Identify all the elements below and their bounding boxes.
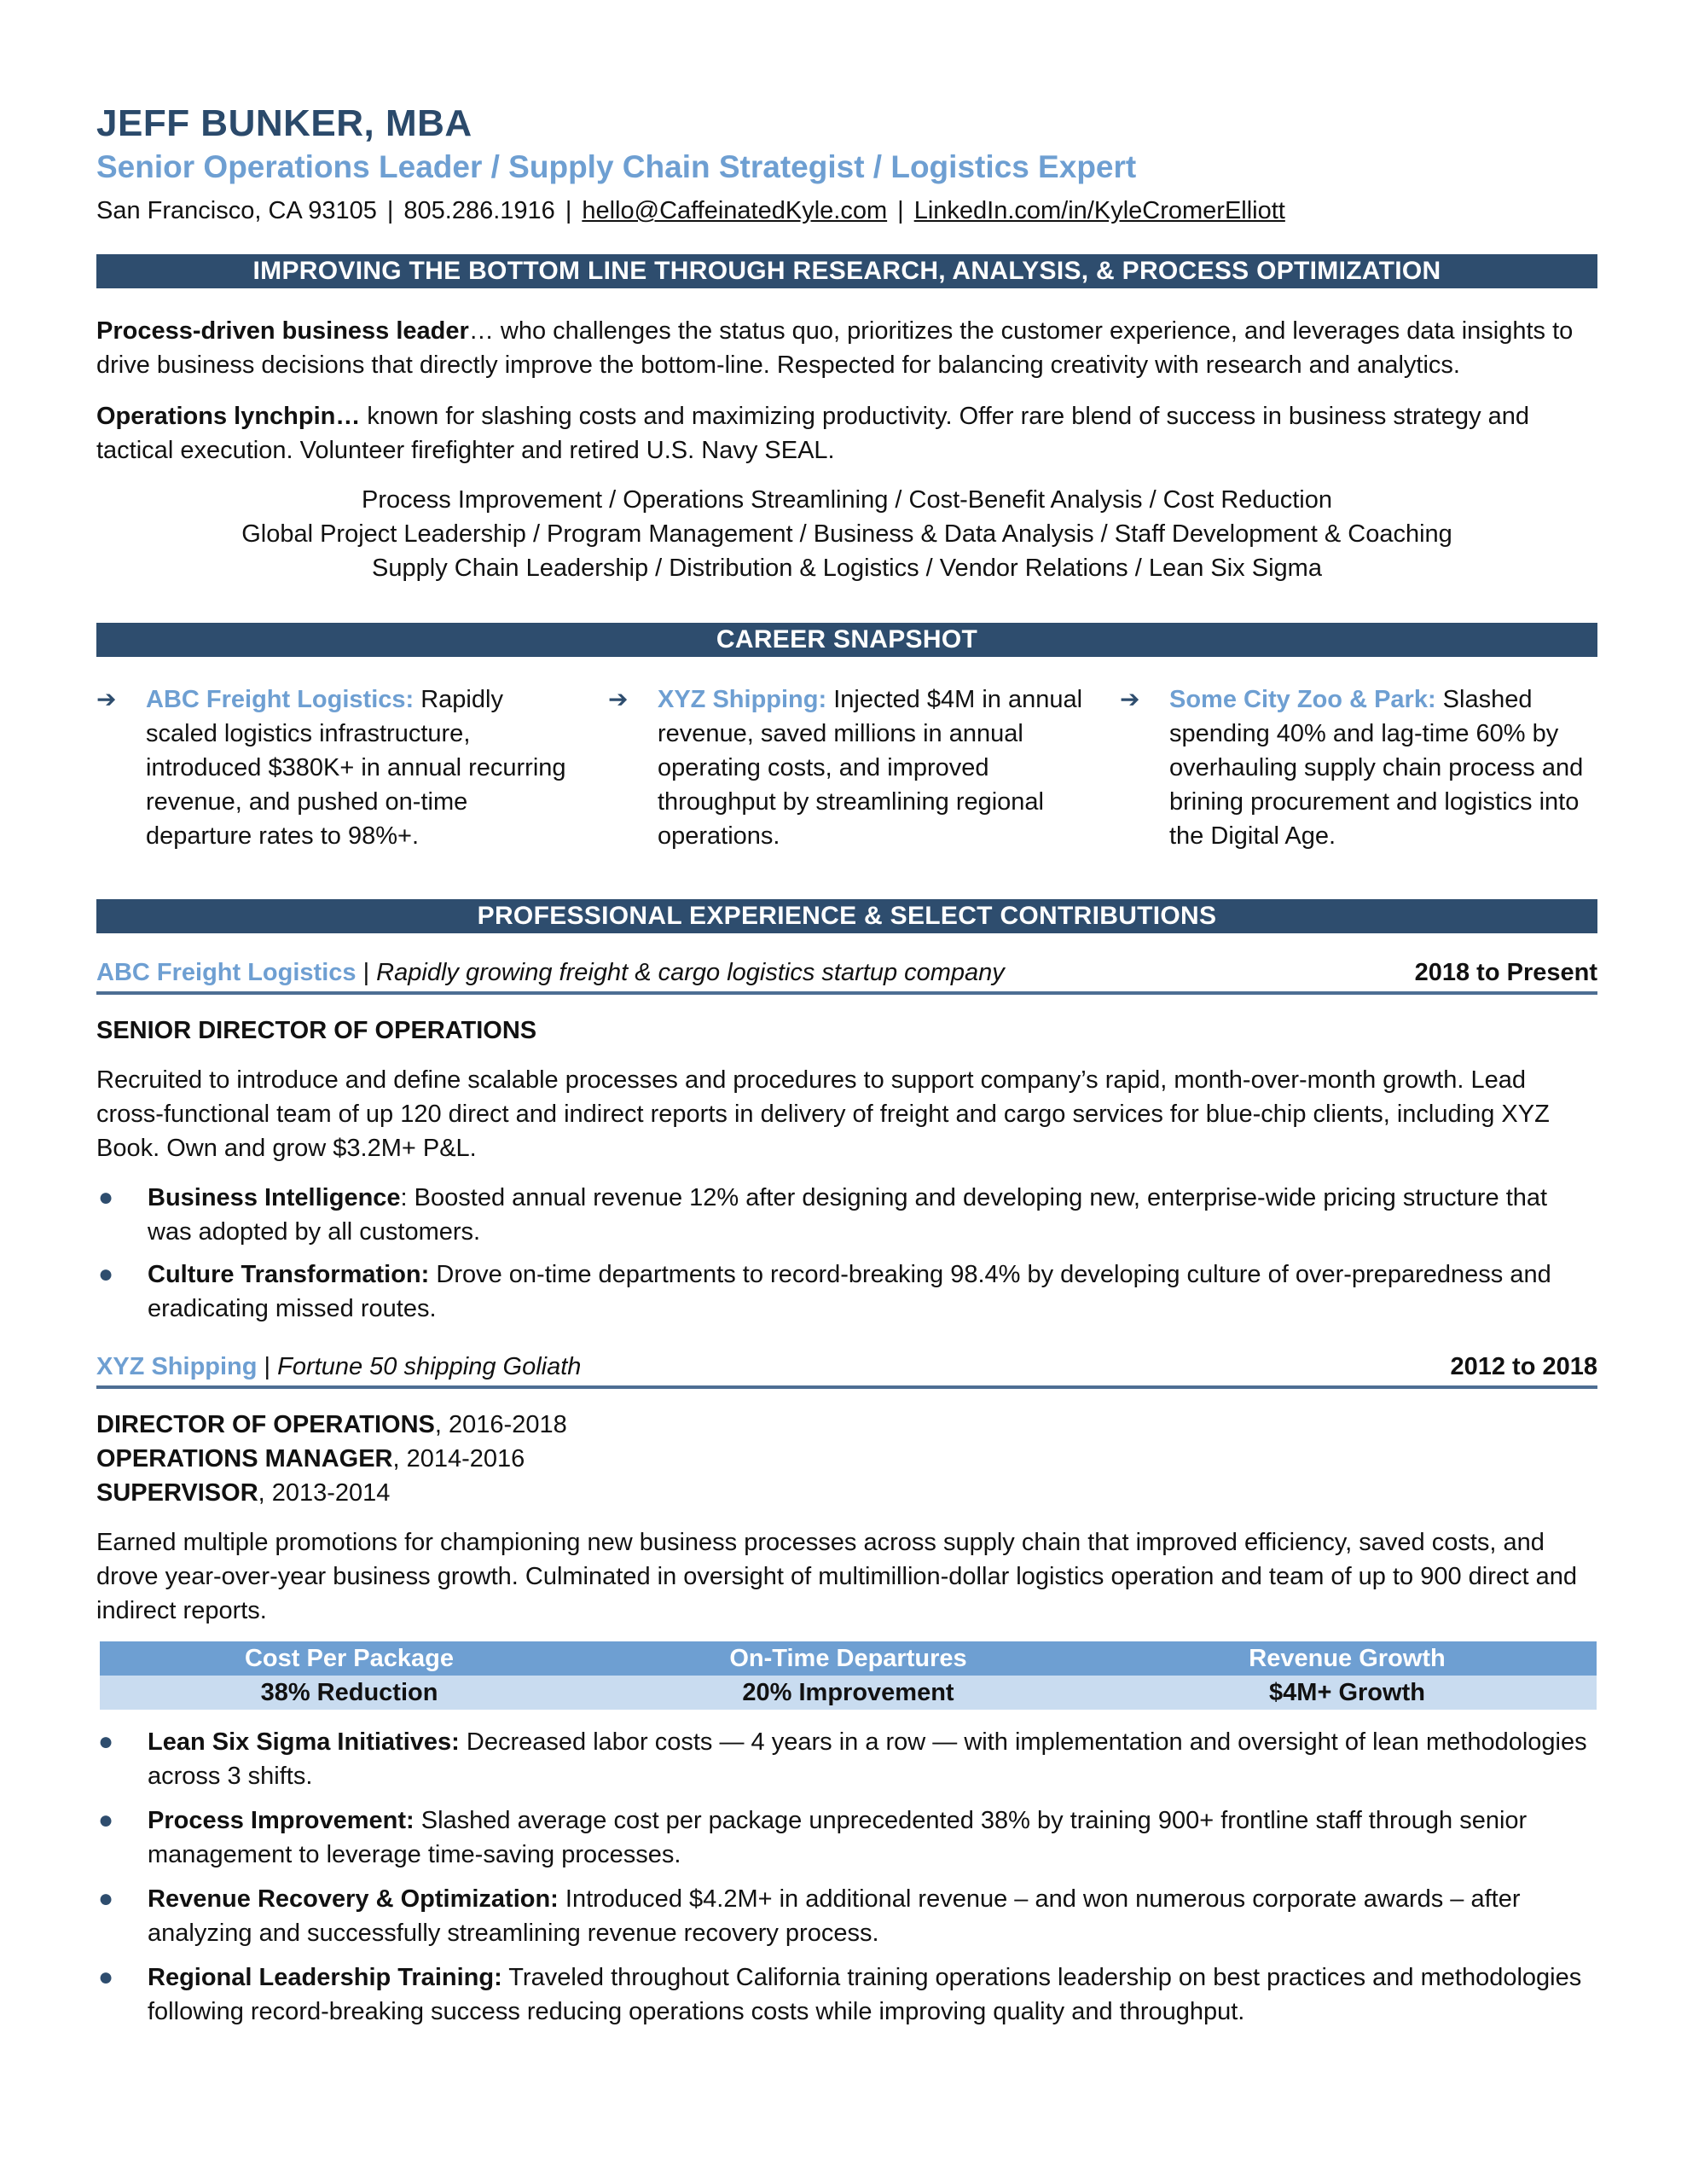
bullet-icon: ● xyxy=(98,1885,114,1913)
candidate-name: JEFF BUNKER, MBA xyxy=(96,102,472,144)
separator: | xyxy=(897,197,904,224)
bullet-item xyxy=(96,1804,1597,1872)
snapshot-heading-bar: CAREER SNAPSHOT xyxy=(96,623,1597,657)
experience-heading-bar: PROFESSIONAL EXPERIENCE & SELECT CONTRIBUTIONS xyxy=(96,899,1597,933)
bullet-text: Slashed average cost per package unprecedented 38% by training 900+ frontline staff through senior management to leverage time-saving processes. xyxy=(148,1807,1528,1868)
snapshot-text: Injected $4M in annual revenue, saved millions in annual operating costs, and improved throughput by streamlining regional operations. xyxy=(658,686,1083,850)
arrow-right-icon: ➔ xyxy=(1120,686,1140,712)
snapshot-item xyxy=(608,682,1086,853)
separator: | xyxy=(356,959,377,986)
arrow-right-icon: ➔ xyxy=(608,686,629,712)
bullet-icon: ● xyxy=(98,1963,114,1991)
summary-heading-bar: IMPROVING THE BOTTOM LINE THROUGH RESEARCH, ANALYSIS, & PROCESS OPTIMIZATION xyxy=(96,254,1597,288)
job-company: XYZ Shipping xyxy=(96,1353,258,1380)
snapshot-text: Rapidly scaled logistics infrastructure, introduced $380K+ in annual recurring revenue, and pushed on-time departure rates to 98%+. xyxy=(146,686,566,850)
location: San Francisco, CA 93105 xyxy=(96,197,377,224)
phone: 805.286.1916 xyxy=(403,197,555,224)
bullet-item xyxy=(96,1258,1597,1326)
skills-block xyxy=(96,483,1597,585)
bullet-text: : Boosted annual revenue 12% after designing and developing new, enterprise-wide pricing structure that was adopted by all customers. xyxy=(148,1184,1548,1246)
email-link[interactable]: hello@CaffeinatedKyle.com xyxy=(582,197,888,224)
job-roles xyxy=(96,1408,1597,1510)
bullet-text: Decreased labor costs — 4 years in a row — with implementation and oversight of lean methodologies across 3 shifts. xyxy=(148,1728,1587,1790)
summary-paragraph-2 xyxy=(96,399,1597,468)
job-summary: Recruited to introduce and define scalable processes and procedures to support company’s rapid, month-over-month growth. Lead cross-functional team of up 120 direct and indirect reports in delivery of freight and cargo services for blue-chip clients, including XYZ Book. Own and grow $3.2M+ P&L. xyxy=(96,1066,1550,1162)
job-header xyxy=(96,1350,1597,1389)
bullet-icon: ● xyxy=(98,1728,114,1756)
job-title: SENIOR DIRECTOR OF OPERATIONS xyxy=(96,1017,537,1044)
separator: | xyxy=(565,197,572,224)
snapshot-item xyxy=(1120,682,1597,853)
bullet-item xyxy=(96,1960,1597,2029)
summary-lead-2: Operations lynchpin… xyxy=(96,403,361,430)
separator: | xyxy=(257,1353,278,1380)
job-dates: 2018 to Present xyxy=(1414,959,1597,986)
separator: | xyxy=(386,197,394,224)
job-description: Rapidly growing freight & cargo logistics startup company xyxy=(376,959,1005,986)
job-dates: 2012 to 2018 xyxy=(1450,1353,1597,1380)
role-years: , 2013-2014 xyxy=(258,1479,391,1507)
bullet-icon: ● xyxy=(98,1260,114,1288)
contact-line xyxy=(96,191,1597,230)
job-summary: Earned multiple promotions for championing new business processes across supply chain that improved efficiency, saved costs, and drove year-over-year business growth. Culminated in oversight of multimillion-dollar logistics operation and team of up to 900 direct and indirect reports. xyxy=(96,1529,1578,1624)
bullet-lead: Revenue Recovery & Optimization: xyxy=(148,1885,559,1913)
metrics-header-row xyxy=(100,1641,1597,1676)
role-title: SUPERVISOR xyxy=(96,1479,258,1507)
metrics-value: $4M+ Growth xyxy=(1269,1679,1425,1706)
metrics-value: 38% Reduction xyxy=(260,1679,438,1706)
job-bullets xyxy=(96,1725,1597,2029)
summary-text-2: known for slashing costs and maximizing productivity. Offer rare blend of success in business strategy and tactical execution. Volunteer firefighter and retired U.S. Navy SEAL. xyxy=(96,403,1530,464)
bullet-item xyxy=(96,1882,1597,1950)
role-years: , 2014-2016 xyxy=(392,1445,525,1472)
snapshot-company: Some City Zoo & Park: xyxy=(1169,686,1436,713)
snapshot-company: XYZ Shipping: xyxy=(658,686,827,713)
snapshot-item xyxy=(96,682,574,853)
bullet-lead: Lean Six Sigma Initiatives: xyxy=(148,1728,460,1756)
snapshot-columns xyxy=(96,682,1597,853)
bullet-text: Introduced $4.2M+ in additional revenue – and won numerous corporate awards – after analyzing and successfully streamlining revenue recovery process. xyxy=(148,1885,1521,1947)
job-description: Fortune 50 shipping Goliath xyxy=(277,1353,582,1380)
metrics-value: 20% Improvement xyxy=(742,1679,954,1706)
bullet-lead: Business Intelligence xyxy=(148,1184,401,1211)
bullet-text: Drove on-time departments to record-breaking 98.4% by developing culture of over-preparedness and eradicating missed routes. xyxy=(148,1261,1551,1322)
job-header xyxy=(96,956,1597,995)
role-line xyxy=(96,1408,1597,1442)
metrics-table xyxy=(100,1641,1597,1710)
bullet-item xyxy=(96,1725,1597,1793)
metrics-header: Revenue Growth xyxy=(1249,1645,1446,1672)
role-line xyxy=(96,1476,1597,1510)
role-years: , 2016-2018 xyxy=(434,1411,567,1438)
arrow-right-icon: ➔ xyxy=(96,686,117,712)
job-bullets xyxy=(96,1181,1597,1326)
bullet-lead: Process Improvement: xyxy=(148,1807,415,1834)
metrics-value-row xyxy=(100,1676,1597,1710)
snapshot-company: ABC Freight Logistics: xyxy=(146,686,415,713)
role-title: OPERATIONS MANAGER xyxy=(96,1445,393,1472)
candidate-subtitle: Senior Operations Leader / Supply Chain Strategist / Logistics Expert xyxy=(96,149,1137,184)
resume-page xyxy=(96,101,1597,2039)
skills-line: Global Project Leadership / Program Management / Business & Data Analysis / Staff Development & Coaching xyxy=(241,520,1452,548)
bullet-item xyxy=(96,1181,1597,1249)
role-line xyxy=(96,1442,1597,1476)
summary-lead-1: Process-driven business leader xyxy=(96,317,469,345)
skills-line: Supply Chain Leadership / Distribution & Logistics / Vendor Relations / Lean Six Sigma xyxy=(372,555,1322,582)
bullet-lead: Regional Leadership Training: xyxy=(148,1964,502,1991)
summary-text-1: … who challenges the status quo, prioritizes the customer experience, and leverages data insights to drive business decisions that directly improve the bottom-line. Respected for balancing creativity with research and analytics. xyxy=(96,317,1574,379)
metrics-header: Cost Per Package xyxy=(244,1645,454,1672)
job-company: ABC Freight Logistics xyxy=(96,959,357,986)
metrics-header: On-Time Departures xyxy=(729,1645,967,1672)
snapshot-text: Slashed spending 40% and lag-time 60% by overhauling supply chain process and brining procurement and logistics into the Digital Age. xyxy=(1169,686,1584,850)
skills-line: Process Improvement / Operations Streamlining / Cost-Benefit Analysis / Cost Reduction xyxy=(362,486,1332,514)
bullet-icon: ● xyxy=(98,1806,114,1834)
bullet-lead: Culture Transformation: xyxy=(148,1261,430,1288)
bullet-text: Traveled throughout California training operations leadership on best practices and methodologies following record-breaking success reducing operations costs while improving quality and throughput. xyxy=(148,1964,1582,2025)
linkedin-link[interactable]: LinkedIn.com/in/KyleCromerElliott xyxy=(913,197,1285,224)
role-title: DIRECTOR OF OPERATIONS xyxy=(96,1411,435,1438)
summary-paragraph-1 xyxy=(96,314,1597,382)
bullet-icon: ● xyxy=(98,1183,114,1211)
